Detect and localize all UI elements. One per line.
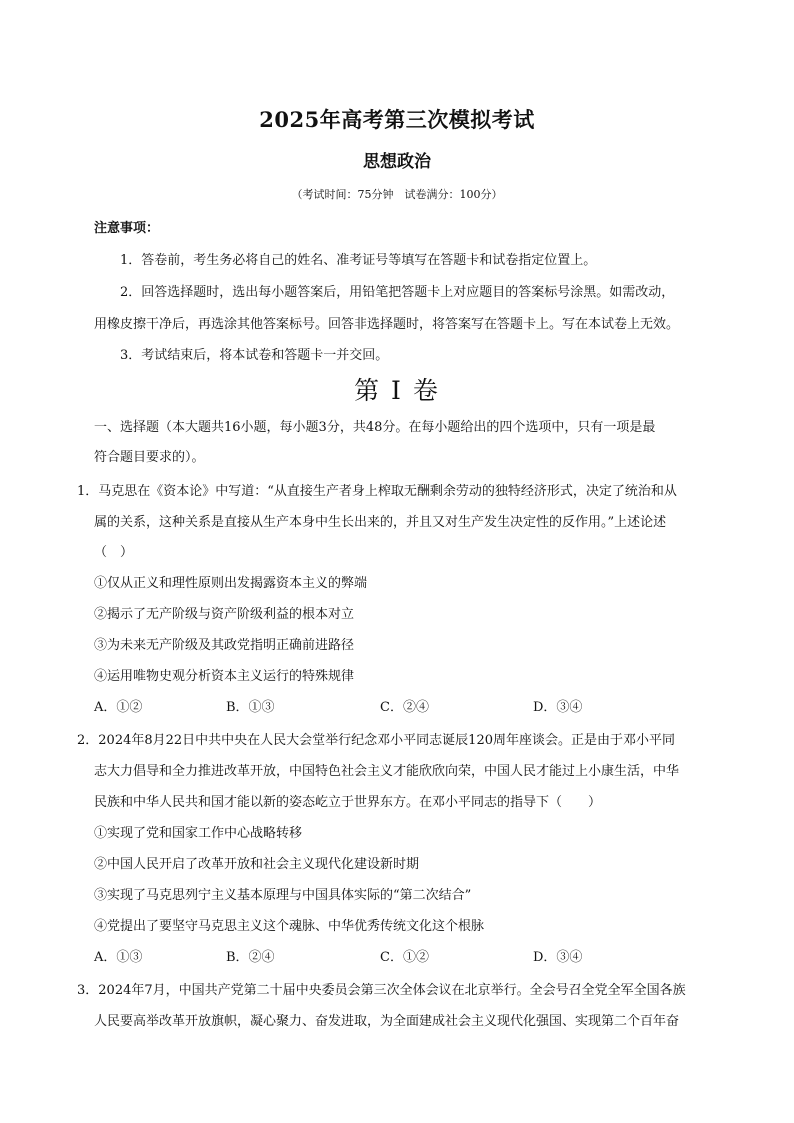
question-1-stem-line-1: 1．马克思在《资本论》中写道：“从直接生产者身上榨取无酬剩余劳动的独特经济形式，决定了统治和从 [77, 484, 677, 499]
question-1-option-d: D．③④ [533, 700, 583, 715]
section-instruction-line-2: 符合题目要求的）。 [94, 450, 205, 465]
question-2-option-b: B．②④ [226, 950, 275, 965]
question-2-statement-1: ①实现了党和国家工作中心战略转移 [94, 826, 303, 841]
question-1-option-b: B．①③ [226, 700, 275, 715]
question-1-option-a: A．①② [94, 700, 143, 715]
question-2-option-c: C．①② [380, 950, 429, 965]
question-1-answer-blank: （ ） [94, 545, 134, 560]
notice-heading: 注意事项： [94, 221, 160, 236]
question-1-statement-2: ②揭示了无产阶级与资产阶级利益的根本对立 [94, 607, 355, 622]
subject-title: 思想政治 [363, 152, 431, 172]
question-1-stem-line-2: 属的关系，这种关系是直接从生产本身中生长出来的，并且又对生产发生决定性的反作用。”上述论述 [94, 515, 667, 530]
question-2-stem-line-1: 2．2024年8月22日中共中央在人民大会堂举行纪念邓小平同志诞辰120周年座谈会。正是由于邓小平同 [77, 733, 675, 748]
question-2-statement-3: ③实现了马克思列宁主义基本原理与中国具体实际的“第二次结合” [94, 888, 472, 903]
question-2-option-d: D．③④ [533, 950, 583, 965]
question-1-statement-4: ④运用唯物史观分析资本主义运行的特殊规律 [94, 669, 355, 684]
section-title: 第 I 卷 [354, 376, 440, 405]
notice-item-2-line-2: 用橡皮擦干净后，再选涂其他答案标号。回答非选择题时，将答案写在答题卡上。写在本试卷上无效。 [94, 317, 680, 332]
question-2-statement-2: ②中国人民开启了改革开放和社会主义现代化建设新时期 [94, 857, 420, 872]
notice-item-2-line-1: 2．回答选择题时，选出每小题答案后，用铅笔把答题卡上对应题目的答案标号涂黑。如需改动， [120, 285, 675, 300]
question-3-stem-line-2: 人民要高举改革开放旗帜，凝心聚力、奋发进取，为全面建成社会主义现代化强国、实现第二个百年奋 [94, 1014, 680, 1029]
question-1-option-c: C．②④ [380, 700, 429, 715]
question-2-stem-line-3: 民族和中华人民共和国才能以新的姿态屹立于世界东方。在邓小平同志的指导下（ ） [94, 795, 602, 810]
question-3-stem-line-1: 3．2024年7月，中国共产党第二十届中央委员会第三次全体会议在北京举行。全会号召全党全军全国各族 [77, 983, 686, 998]
notice-item-3: 3．考试结束后，将本试卷和答题卡一并交回。 [120, 348, 389, 363]
exam-title: 2025年高考第三次模拟考试 [259, 107, 535, 132]
question-2-stem-line-2: 志大力倡导和全力推进改革开放，中国特色社会主义才能欣欣向荣，中国人民才能过上小康生活，中华 [94, 764, 680, 779]
notice-item-1: 1．答卷前，考生务必将自己的姓名、准考证号等填写在答题卡和试卷指定位置上。 [120, 253, 597, 268]
exam-info: （考试时间：75分钟 试卷满分：100分） [291, 188, 503, 201]
question-2-option-a: A．①③ [94, 950, 143, 965]
section-instruction-line-1: 一、选择题（本大题共16小题，每小题3分，共48分。在每小题给出的四个选项中，只有一项是最 [94, 420, 656, 435]
question-2-statement-4: ④党提出了要坚守马克思主义这个魂脉、中华优秀传统文化这个根脉 [94, 919, 485, 934]
question-1-statement-3: ③为未来无产阶级及其政党指明正确前进路径 [94, 638, 355, 653]
question-1-statement-1: ①仅从正义和理性原则出发揭露资本主义的弊端 [94, 576, 368, 591]
